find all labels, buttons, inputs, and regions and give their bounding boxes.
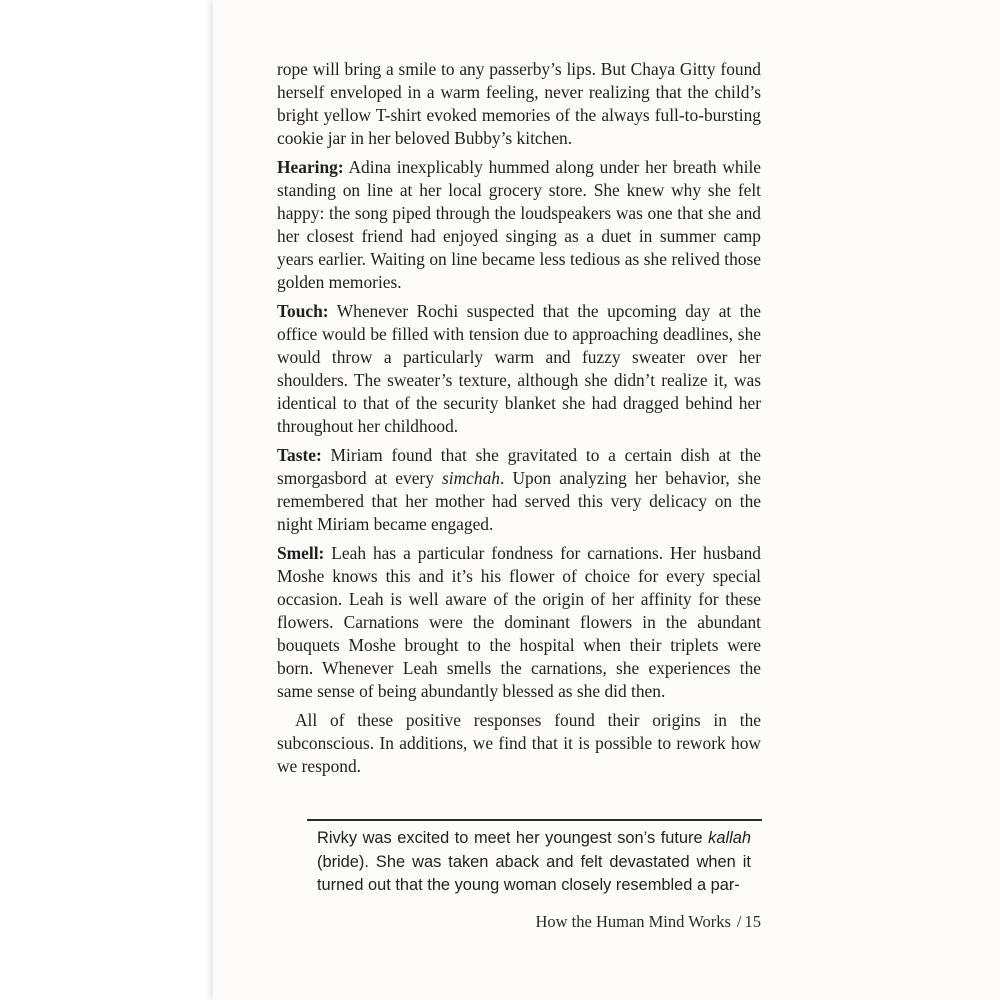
sense-label-taste: Taste: [277,445,322,465]
sense-paragraph-smell [277,542,761,703]
page-footer [493,912,761,932]
book-page [213,0,1000,1000]
sense-text-touch: Whenever Rochi suspected that the upcoming day at the office would be filled with tension due to approaching deadlines, she would throw a particularly warm and fuzzy sweater over her shoulders. The sweater’s texture, although she didn’t realize it, was identical to that of the security blanket she had dragged behind her throughout her childhood. [277,301,761,436]
sense-text-taste-after: . Upon analyzing her behavior, she remembered that her mother had served this very delicacy on the night Miriam became engaged. [277,468,761,534]
sense-paragraph-touch [277,300,761,438]
sense-text-hearing: Adina inexplicably hummed along under her breath while standing on line at her local grocery store. She knew why she felt happy: the song piped through the loudspeakers was one that she and her closest friend had enjoyed singing as a duet in summer camp years earlier. Waiting on line became less tedious as she relived those golden memories. [277,157,761,292]
sense-text-taste-italic: simchah [442,468,500,488]
sense-text-smell: Leah has a particular fondness for carnations. Her husband Moshe knows this and it’s his flower of choice for every special occasion. Leah is well aware of the origin of her affinity for these flowers. Carnations were the dominant flowers in the abundant bouquets Moshe brought to the hospital when their triplets were born. Whenever Leah smells the carnations, she experiences the same sense of being abundantly blessed as she did then. [277,543,761,701]
sidebar-text-after: (bride). She was taken aback and felt devastated when it turned out that the young woman closely resembled a par- [317,852,751,894]
page-number: 15 [744,912,761,931]
sense-label-hearing: Hearing: [277,157,344,177]
sense-text-taste-before: Miriam found that she gravitated to a certain dish at the smorgasbord at every [277,445,761,488]
footer-separator: / [736,912,742,931]
opening-paragraph: rope will bring a smile to any passerby’s lips. But Chaya Gitty found herself enveloped in a warm feeling, never realizing that the child’s bright yellow T-shirt evoked memories of the always full-to-bursting cookie jar in her beloved Bubby’s kitchen. [277,59,761,148]
sidebar-text-before: Rivky was excited to meet her youngest son’s future [317,829,709,847]
sidebar-text-italic: kallah [708,829,751,847]
sidebar-text [317,827,751,898]
body-text [277,58,761,784]
sidebar-divider [307,819,762,821]
sense-paragraph-taste [277,444,761,536]
closing-paragraph: All of these positive responses found their origins in the subconscious. In additions, we find that it is possible to rework how we respond. [277,710,761,776]
sense-label-touch: Touch: [277,301,329,321]
sense-label-smell: Smell: [277,543,325,563]
sense-paragraph-hearing [277,156,761,294]
running-title: How the Human Mind Works [535,912,731,931]
